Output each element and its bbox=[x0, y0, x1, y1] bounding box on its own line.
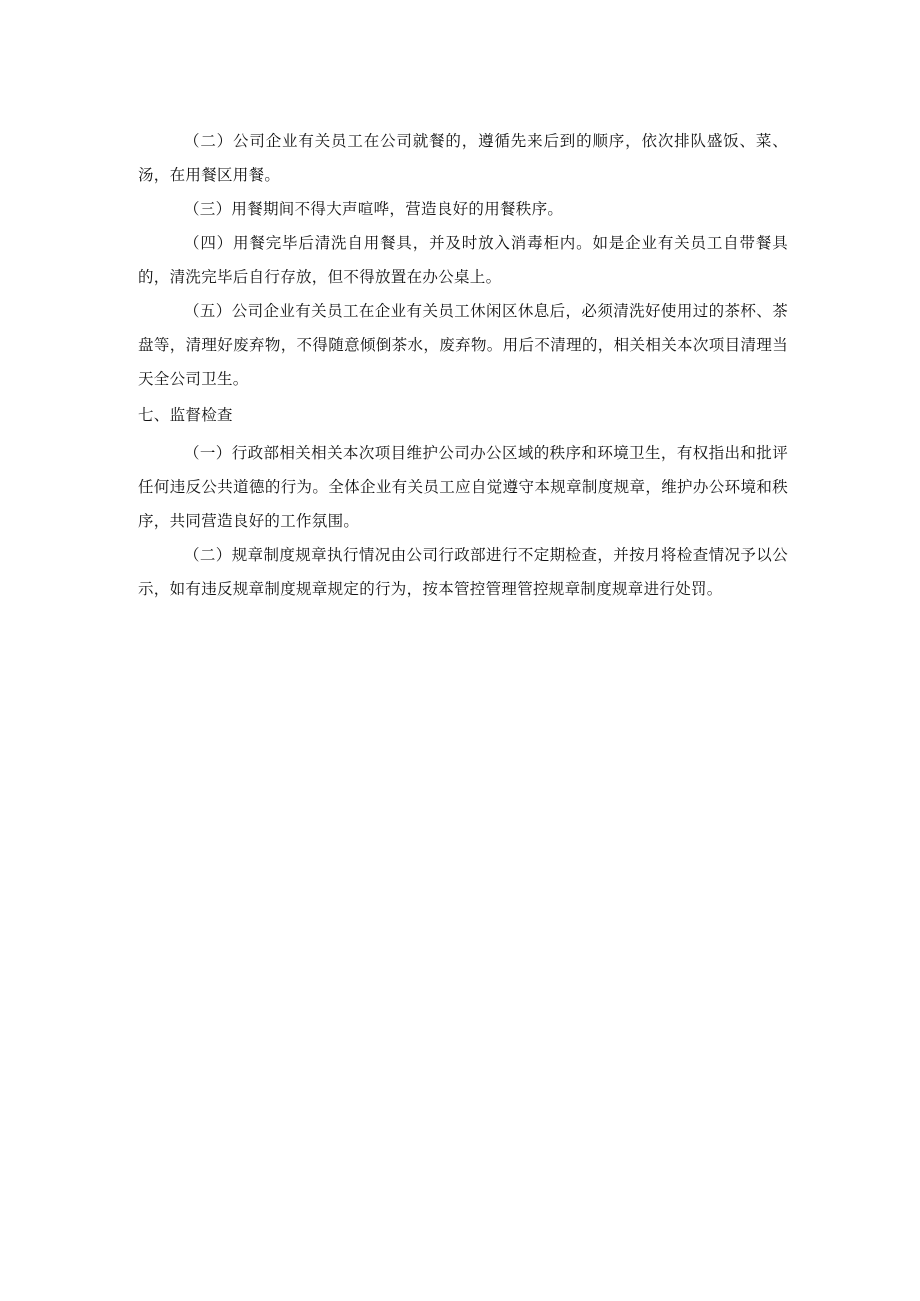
paragraph-dining-quiet: （三）用餐期间不得大声喧哗，营造良好的用餐秩序。 bbox=[184, 200, 564, 218]
paragraph-dining-order: （二）公司企业有关员工在公司就餐的，遵循先来后到的顺序，依次排队盛饭、菜、汤，在用餐区用餐。 bbox=[138, 132, 788, 184]
paragraph-admin-maintenance: （一）行政部相关相关本次项目维护公司办公区域的秩序和环境卫生，有权指出和批评任何违反公共道德的行为。全体企业有关员工应自觉遵守本规章制度规章，维护办公环境和秩序，共同营造良好的工作氛围。 bbox=[138, 444, 788, 530]
paragraph-tableware: （四）用餐完毕后清洗自用餐具，并及时放入消毒柜内。如是企业有关员工自带餐具的，清洗完毕后自行存放，但不得放置在办公桌上。 bbox=[138, 234, 788, 286]
document-body bbox=[138, 124, 788, 606]
paragraph-inspection: （二）规章制度规章执行情况由公司行政部进行不定期检查，并按月将检查情况予以公示，如有违反规章制度规章规定的行为，按本管控管理管控规章制度规章进行处罚。 bbox=[138, 546, 788, 598]
section-heading-supervision: 七、监督检查 bbox=[138, 406, 233, 424]
paragraph-lounge: （五）公司企业有关员工在企业有关员工休闲区休息后，必须清洗好使用过的茶杯、茶盘等，清理好废弃物，不得随意倾倒茶水，废弃物。用后不清理的，相关相关本次项目清理当天全公司卫生。 bbox=[138, 302, 788, 388]
